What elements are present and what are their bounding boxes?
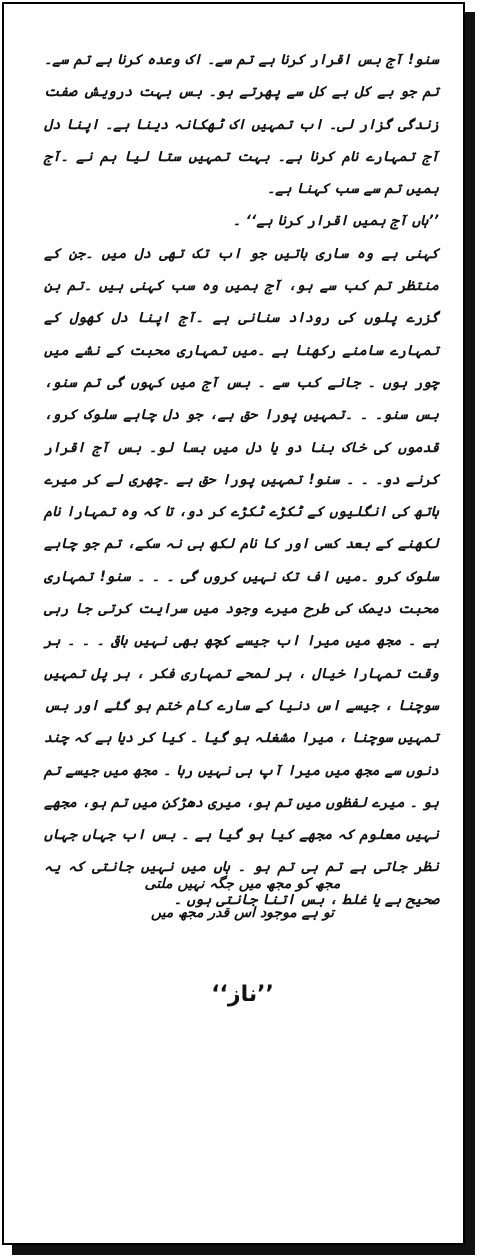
paragraph-opening: سنو! آج بس اقرار کرنا ہے تم سے۔ اک وعدہ کرنا ہے تم سے۔ تم جو بے کل بے کل سے پھرتے ہو۔ بس بہت درویش صفت زندگی گزار لی۔ اب تمہیں اک ٹھکانہ دینا ہے۔ اپنا دل آج تمہارے نام کرنا ہے۔ بہت تمہیں ستا لیا ہم نے ۔آج ہمیں تم سے سب کہنا ہے۔ — [44, 52, 439, 198]
prose-body — [44, 44, 439, 916]
verse-line: مجھ کو مجھ میں جگہ نہیں ملتی — [144, 876, 341, 892]
verse-line: تو ہے موجود اس قدر مجھ میں — [150, 905, 335, 921]
paragraph-quote: ’’ہاں آج ہمیں اقرار کرنا ہے‘‘ ۔ — [232, 213, 439, 230]
author-signature: ’’ناز‘‘ — [211, 982, 274, 1007]
page-frame — [2, 2, 465, 1245]
paragraph-main: کہنی ہے وہ ساری باتیں جو اب تک تھی دل میں ۔جن کے منتظر تم کب سے ہو، آج ہمیں وہ سب کہنی ہیں ۔تم بن گزرے پلوں کی روداد سنانی ہے ۔آج اپنا دل کھول کے تمہارے سامنے رکھنا ہے ۔میں تمہاری محبت کے نشے میں چور ہوں ۔ جانے کب سے ۔ بس آج میں کہوں گی تم سنو، بس سنو۔ ۔ ۔تمہیں پورا حق ہے، جو دل چاہے سلوک کرو، قدموں کی خاک بنا دو یا دل میں بسا لو۔ بس آج اقرار کرنے دو۔ ۔ ۔ سنو! تمہیں پورا حق ہے ۔چھری لے کر میرے ہاتھ کی انگلیوں کے ٹکڑے ٹکڑے کر دو، تا کہ وہ تمہارا نام لکھنے کے بعد کسی اور کا نام لکھ ہی نہ سکے، تم جو چاہے سلوک کرو ۔میں اف تک نہیں کروں گی ۔ ۔ ۔ سنو! تمہاری محبت دیمک کی طرح میرے وجود میں سرایت کرتی جا رہی ہے ۔ مجھ میں میرا اب جیسے کچھ بھی نہیں باقی ۔ ۔ ۔ ہر وقت تمہارا خیال ، ہر لمحے تمہاری فکر ، ہر پل تمہیں سوچنا ، جیسے اس دنیا کے سارے کام ختم ہو گئے اور بس تمہیں سوچنا ، میرا مشغلہ ہو گیا ۔ کیا کر دیا ہے کہ چند دنوں سے مجھ میں میرا آپ ہی نہیں رہا ۔ مجھ میں جیسے تم ہو ۔ میرے لفظوں میں تم ہو، میری دھڑکن میں تم ہو، مجھے نہیں معلوم کہ مجھے کیا ہو گیا ہے ۔ بس اب جہاں جہاں نظر جاتی ہے تم ہی تم ہو ۔ ہاں میں نہیں جانتی کہ یہ صحیح ہے یا غلط ، بس اتنا جانتی ہوں ۔ — [44, 245, 439, 908]
